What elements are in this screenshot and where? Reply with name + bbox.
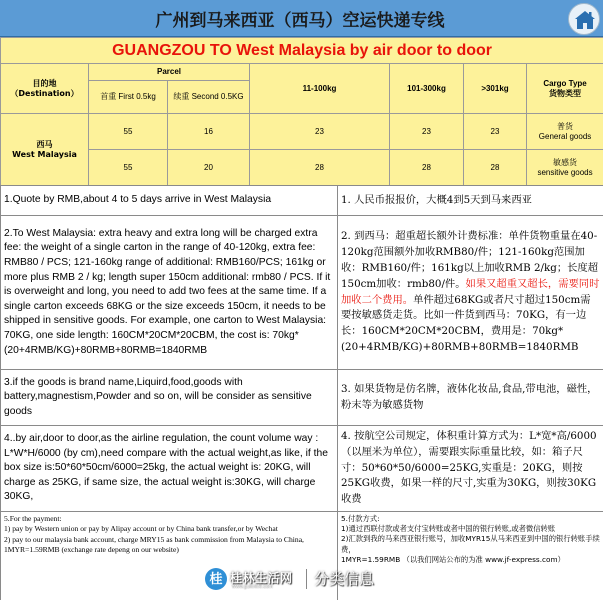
destination-header: 目的地 （Destination） — [1, 64, 89, 114]
rate-table-section — [0, 37, 603, 185]
table-cell: 55 — [89, 150, 168, 186]
term-1-en: 1.Quote by RMB,about 4 to 5 days arrive in West Malaysia — [1, 186, 338, 216]
table-cell: 23 — [250, 114, 390, 150]
cargo-type-cell: 敏感货 sensitive goods — [527, 150, 603, 186]
watermark-title: 桂林生活网 — [230, 571, 293, 585]
terms-section — [0, 185, 603, 600]
term-2-cn — [338, 216, 603, 370]
term-4-cn: 4. 按航空公司规定，体积重计算方式为：L*宽*高/6000（以厘米为单位），需要跟实际重量比较，如：箱子尺寸：50*60*50/6000=25KG,实重是：20KG，则按25KG收费，如果一样的尺寸,实重为30KG，则按30KG收费 — [338, 426, 603, 512]
cargo-type-header: Cargo Type 货物类型 — [527, 64, 603, 114]
home-icon[interactable] — [568, 3, 600, 35]
term-2-cn-warning: 如果又超重又超长，需要同时加收二个费用。 — [341, 277, 600, 306]
watermark-tag: 分类信息 — [314, 570, 375, 588]
payment-terms-en: 5.For the payment: 1) pay by Western union or pay by Alipay account or by China bank transfer,or by Wechat 2) pay to our malaysia bank account, charge MRY15 as bank commission from Malaysia to China, 1MYR=1.59RMB (exchange rate depeng on our website) — [1, 512, 338, 600]
watermark-logo-icon: 桂 — [205, 568, 227, 590]
first-weight-header: 首重 First 0.5kg — [89, 81, 168, 114]
parcel-header: Parcel — [89, 64, 250, 81]
table-cell: 23 — [390, 114, 464, 150]
col-header-11-100: 11-100kg — [250, 64, 390, 114]
col-header-101-300: 101-300kg — [390, 64, 464, 114]
page-title: 广州到马来西亚（西马）空运快递专线 — [155, 11, 445, 31]
rate-table-heading: GUANGZOU TO West Malaysia by air door to door — [1, 38, 603, 64]
term-3-en: 3.if the goods is brand name,Liquird,food,goods with battery,magnestism,Powder and so on, will be consider as sensitive goods — [1, 370, 338, 426]
table-cell: 20 — [168, 150, 250, 186]
term-2-en: 2.To West Malaysia: extra heavy and extra long will be charged extra fee: the weight of a single carton in the range of 40-120kg, extra fee: RMB80 / PCS; 121-160kg range of additional: RMB160/PCS; 161kg or more plus RMB 2 / kg; length super 150cm additional: rmb80 / PCS. If it is overweight and long, you need to add two fees at the same time. If a single carton exceeds 68KG or the size exceeds 150cm, it needs to be shipped in sensitive goods. For example, one carton to West Malaysia: 70KG, one side length: 160CM*20CM*20CBM, the cost is: 70kg*(20+4RMB/KG)+80RMB+80RMB=1840RMB — [1, 216, 338, 370]
col-header-301: >301kg — [464, 64, 527, 114]
table-cell: 28 — [250, 150, 390, 186]
table-cell: 16 — [168, 114, 250, 150]
term-4-en: 4..by air,door to door,as the airline regulation, the count volume way : L*W*H/6000 (by cm),need compare with the actual weight,as like, if the box size is:50*60*50cm/6000=25kg, the actual weight is: 20KG, will charge as 25KG, if same size, the actual weight is:30KG, will charge 30KG, — [1, 426, 338, 512]
term-2-cn-b: 单件超过68KG或者尺寸超过150cm需要按敏感货走货。比如一件货到西马：70KG，有一边长：160CM*20CM*20CBM，费用是：70kg*(20+4RMB/KG)+80RMB+80RMB=1840RMB — [341, 293, 591, 354]
house-glyph — [574, 9, 596, 31]
cargo-type-cell: 普货 General goods — [527, 114, 603, 150]
table-cell: 28 — [464, 150, 527, 186]
term-3-cn: 3. 如果货物是仿名牌，液体化妆品,食品,带电池，磁性，粉末等为敏感货物 — [338, 370, 603, 426]
rate-table — [0, 37, 603, 186]
table-cell: 23 — [464, 114, 527, 150]
watermark — [205, 566, 415, 592]
terms-table — [0, 185, 603, 600]
watermark-url: www.guilinlife.com — [232, 584, 273, 590]
term-2-cn-a: 2. 到西马：超重超长额外计费标准：单件货物重量在40-120kg范围额外加收RMB80/件；121-160kg范围加收：RMB160/件；161kg以上加收RMB 2/kg；长度超150cm加收：rmb80/件。 — [341, 229, 599, 290]
table-cell: 55 — [89, 114, 168, 150]
second-weight-header: 续重 Second 0.5KG — [168, 81, 250, 114]
destination-cell: 西马 West Malaysia — [1, 114, 89, 186]
payment-terms-cn: 5.付款方式: 1)通过西联付款或者支付宝转账或者中国的银行转账,或者微信转账 2)汇款到我的马来西亚银行账号，加收MYR15从马来西亚到中国的银行转账手续费， 1MYR=1.59RMB （以我们网站公布的为准 www.jf-express.com） — [338, 512, 603, 600]
table-cell: 28 — [390, 150, 464, 186]
watermark-divider — [306, 569, 307, 589]
term-1-cn: 1. 人民币报报价，大概4到5天到马来西亚 — [338, 186, 603, 216]
title-banner — [0, 0, 603, 37]
